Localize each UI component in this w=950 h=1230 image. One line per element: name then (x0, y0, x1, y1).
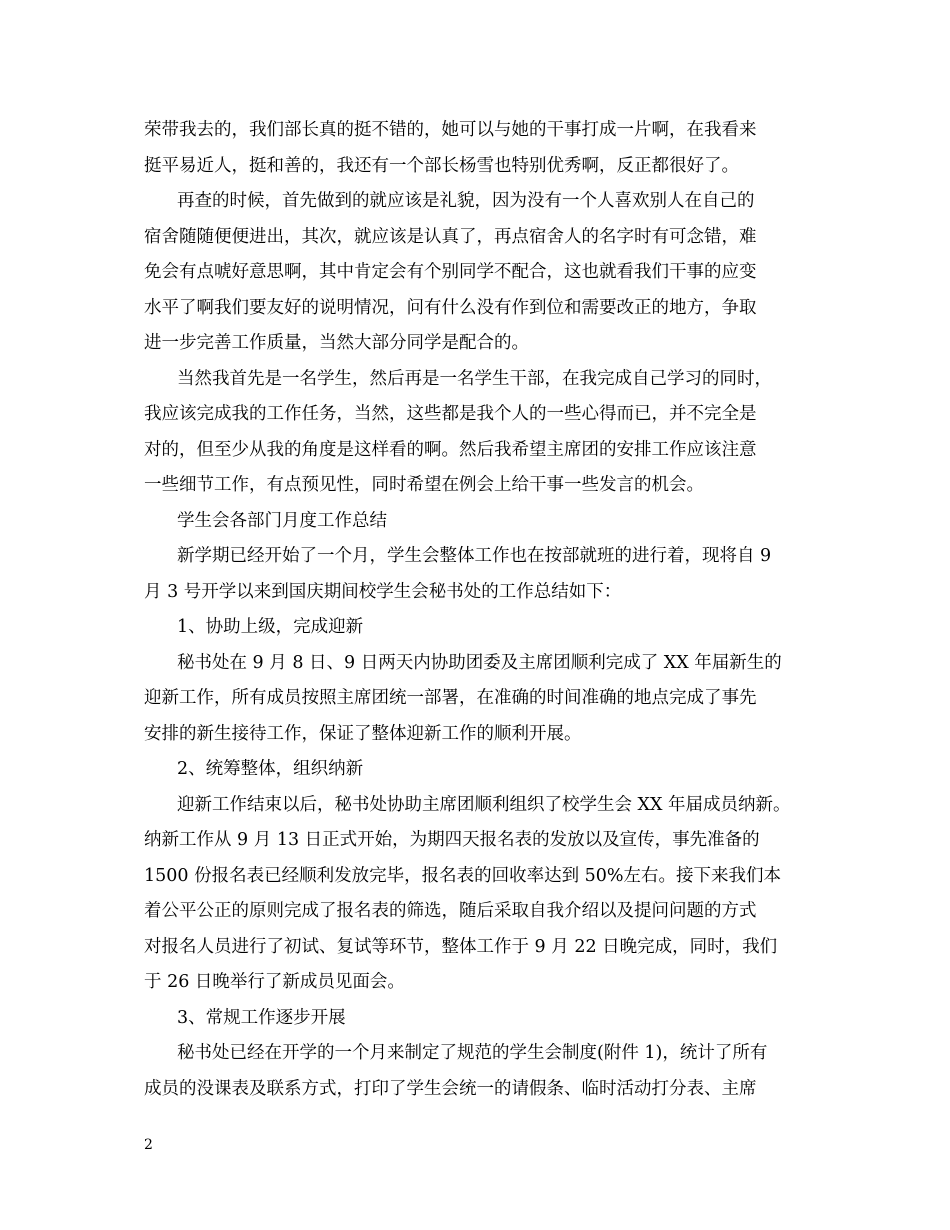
text-line: 迎新工作，所有成员按照主席团统一部署，在准确的时间准确的地点完成了事先 (144, 688, 757, 708)
text-line: 挺平易近人，挺和善的，我还有一个部长杨雪也特别优秀啊，反正都很好了。 (144, 155, 739, 176)
text-line: 迎新工作结束以后，秘书处协助主席团顺利组织了校学生会 XX 年届成员纳新。 (177, 794, 791, 815)
text-line: 对报名人员进行了初试、复试等环节，整体工作于 9 月 22 日晚完成，同时，我们 (144, 936, 778, 957)
text-line: 于 26 日晚举行了新成员见面会。 (144, 972, 405, 992)
text-line: 着公平公正的原则完成了报名表的筛选，随后采取自我介绍以及提问问题的方式 (144, 901, 757, 921)
text-line: 学生会各部门月度工作总结 (177, 510, 387, 531)
text-line: 成员的没课表及联系方式，打印了学生会统一的请假条、临时活动打分表、主席 (144, 1078, 757, 1099)
text-line: 月 3 号开学以来到国庆期间校学生会秘书处的工作总结如下： (144, 581, 622, 602)
text-line: 3、常规工作逐步开展 (177, 1007, 346, 1028)
text-line: 1500 份报名表已经顺利发放完毕，报名表的回收率达到 50%左右。接下来我们本 (144, 865, 782, 886)
text-line: 免会有点唬好意思啊，其中肯定会有个别同学不配合，这也就看我们干事的应变 (144, 262, 757, 282)
text-line: 2、统筹整体，组织纳新 (177, 759, 364, 779)
text-line: 新学期已经开始了一个月，学生会整体工作也在按部就班的进行着，现将自 9 (177, 546, 772, 566)
text-line: 秘书处在 9 月 8 日、9 日两天内协助团委及主席团顺利完成了 XX 年届新生的 (177, 652, 782, 673)
text-line: 再查的时候，首先做到的就应该是礼貌，因为没有一个人喜欢别人在自己的 (177, 191, 755, 211)
text-line: 一些细节工作，有点预见性，同时希望在例会上给干事一些发言的机会。 (144, 475, 704, 495)
text-line: 当然我首先是一名学生，然后再是一名学生干部，在我完成自己学习的同时， (177, 368, 772, 389)
text-line: 秘书处已经在开学的一个月来制定了规范的学生会制度(附件 1)，统计了所有 (177, 1043, 768, 1063)
text-line: 宿舍随随便便进出，其次，就应该是认真了，再点宿舍人的名字时有可念错，难 (144, 226, 757, 247)
text-line: 对的，但至少从我的角度是这样看的啊。然后我希望主席团的安排工作应该注意 (144, 439, 757, 460)
text-line: 纳新工作从 9 月 13 日正式开始，为期四天报名表的发放以及宣传，事先准备的 (144, 830, 760, 850)
document-body (144, 113, 814, 1107)
text-line: 1、协助上级，完成迎新 (177, 617, 364, 637)
text-line: 我应该完成我的工作任务，当然，这些都是我个人的一些心得而已，并不完全是 (144, 404, 757, 424)
text-line: 安排的新生接待工作，保证了整体迎新工作的顺利开展。 (144, 723, 582, 744)
page-number: 2 (144, 1137, 153, 1153)
text-line: 荣带我去的，我们部长真的挺不错的，她可以与她的干事打成一片啊，在我看来 (144, 120, 757, 140)
text-line: 水平了啊我们要友好的说明情况，问有什么没有作到位和需要改正的地方，争取 (144, 297, 757, 318)
text-line: 进一步完善工作质量，当然大部分同学是配合的。 (144, 333, 529, 353)
